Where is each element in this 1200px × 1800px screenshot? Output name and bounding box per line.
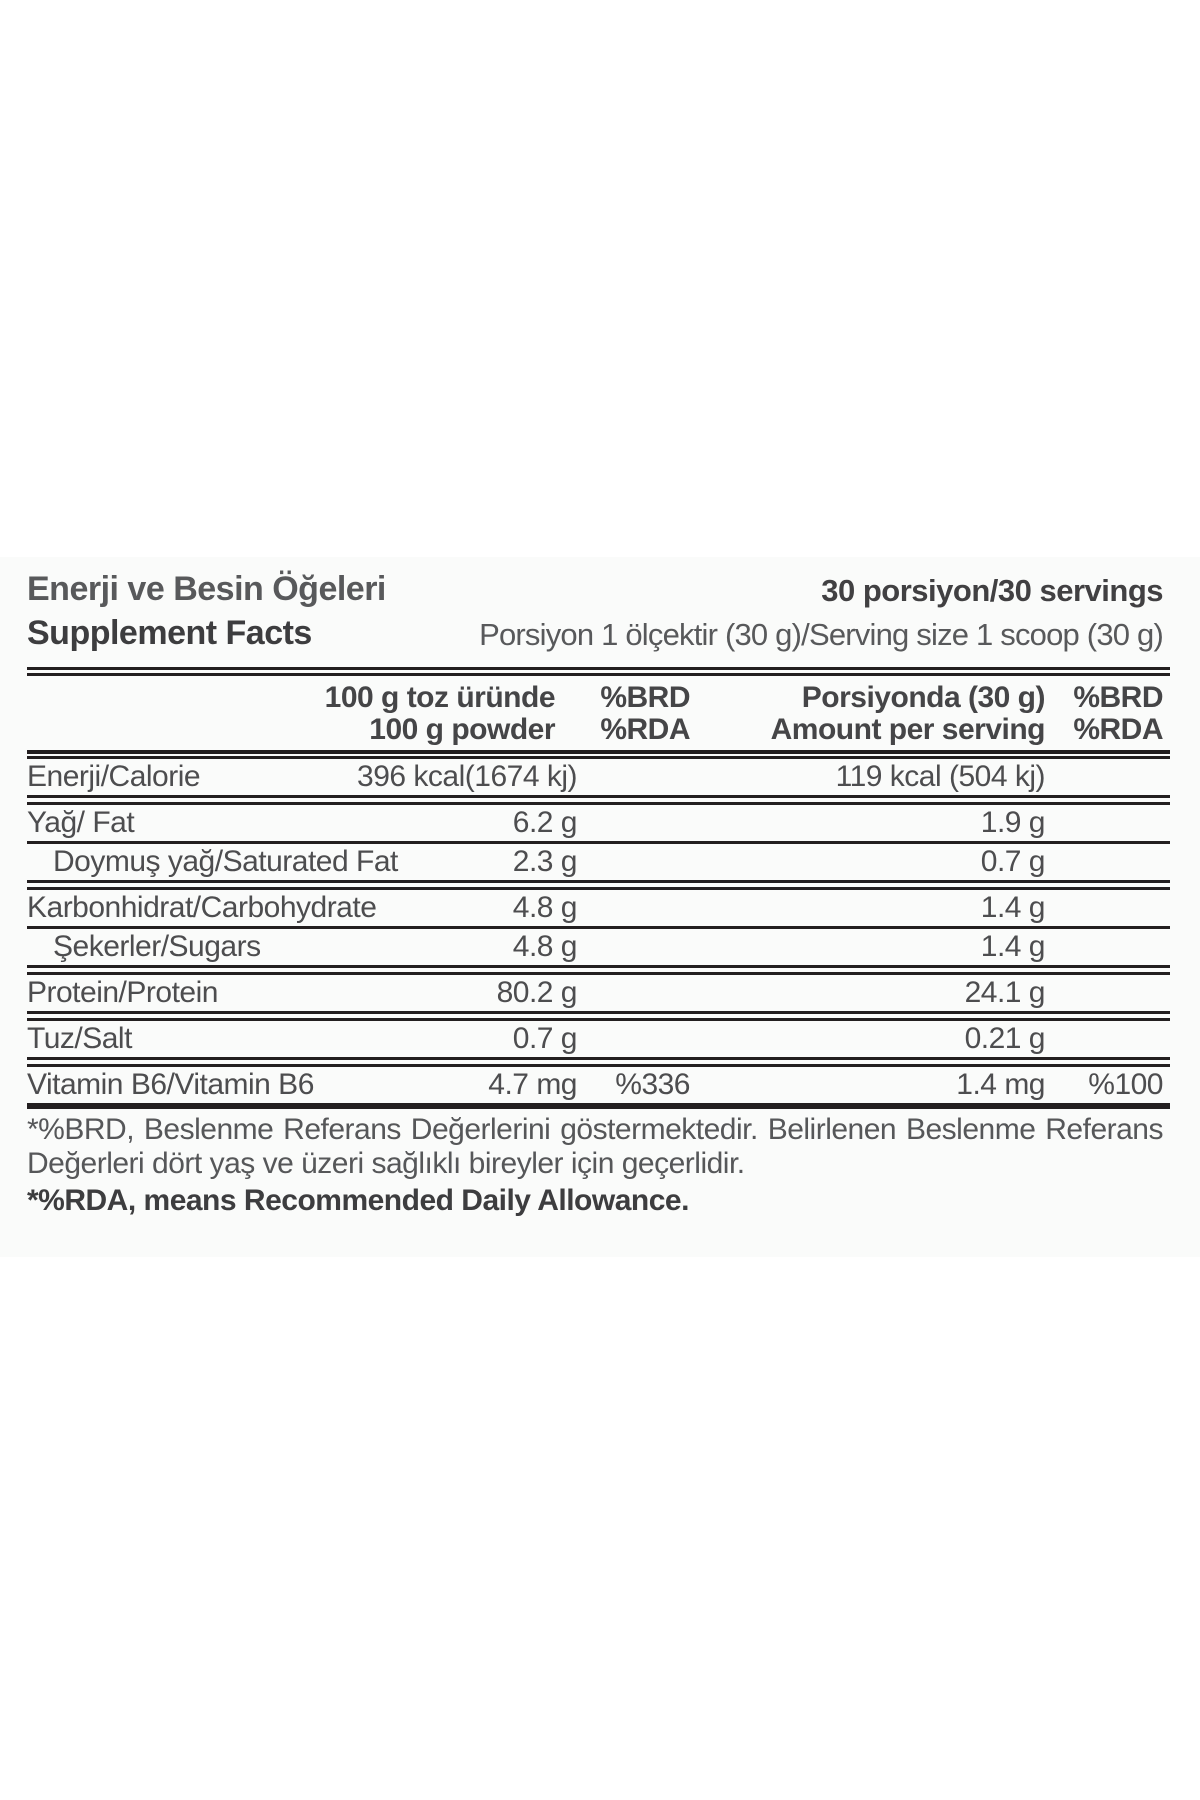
- nutrient-name: Tuz/Salt: [27, 1022, 132, 1055]
- nutrient-name: Şekerler/Sugars: [53, 930, 261, 963]
- col-perserving-tr: Porsiyonda (30 g): [801, 681, 1045, 714]
- perserving-value: 1.9 g: [980, 806, 1045, 839]
- perserving-value: 1.4 mg: [956, 1068, 1045, 1101]
- perserving-value: 119 kcal (504 kj): [835, 760, 1045, 793]
- perserving-value: 0.21 g: [964, 1022, 1045, 1055]
- footnote-english: *%RDA, means Recommended Daily Allowance.: [27, 1184, 689, 1217]
- perserving-percent: %100: [1088, 1068, 1163, 1101]
- col-perserving-pct-en: %RDA: [1073, 713, 1163, 746]
- row-separator-double: [27, 880, 1170, 890]
- col-perserving-en: Amount per serving: [770, 713, 1045, 746]
- per100-value: 6.2 g: [512, 806, 577, 839]
- nutrient-row-carbohydrate: [27, 890, 1170, 926]
- nutrient-name: Enerji/Calorie: [27, 760, 201, 793]
- column-headers: [27, 676, 1170, 750]
- supplement-facts-content: [27, 563, 1170, 1219]
- nutrient-row-sugars: [27, 929, 1170, 965]
- col-per100-pct-tr: %BRD: [600, 681, 690, 714]
- per100-value: 80.2 g: [496, 976, 577, 1009]
- row-separator-double: [27, 965, 1170, 975]
- nutrient-row-saturated-fat: [27, 844, 1170, 880]
- nutrient-row-protein: [27, 975, 1170, 1011]
- column-headers-rule: [27, 750, 1170, 759]
- per100-value: 4.8 g: [512, 930, 577, 963]
- nutrient-name: Karbonhidrat/Carbohydrate: [27, 891, 377, 924]
- nutrient-name: Yağ/ Fat: [27, 806, 135, 839]
- column-headers-english: [27, 714, 1170, 746]
- per100-value: 2.3 g: [512, 845, 577, 878]
- perserving-value: 24.1 g: [964, 976, 1045, 1009]
- col-per100-pct-en: %RDA: [600, 713, 690, 746]
- nutrient-row-salt: [27, 1021, 1170, 1057]
- row-separator-double: [27, 1011, 1170, 1021]
- col-per100-tr: 100 g toz üründe: [324, 681, 555, 714]
- nutrient-row-energy: [27, 759, 1170, 795]
- per100-value: 4.8 g: [512, 891, 577, 924]
- header-double-rule: [27, 667, 1170, 676]
- nutrient-row-vitamin-b6: [27, 1067, 1170, 1103]
- per100-value: 396 kcal(1674 kj): [357, 760, 577, 793]
- nutrient-name: Protein/Protein: [27, 976, 218, 1009]
- perserving-value: 0.7 g: [980, 845, 1045, 878]
- col-perserving-pct-tr: %BRD: [1073, 681, 1163, 714]
- row-separator-double: [27, 1057, 1170, 1067]
- nutrient-row-fat: [27, 805, 1170, 841]
- column-headers-turkish: [27, 682, 1170, 714]
- subtitle-row: [27, 609, 1170, 653]
- title-turkish: Enerji ve Besin Öğeleri: [27, 570, 386, 608]
- title-row: [27, 563, 1170, 609]
- serving-size: Porsiyon 1 ölçektir (30 g)/Serving size 1 scoop (30 g): [479, 617, 1163, 652]
- perserving-value: 1.4 g: [980, 930, 1045, 963]
- nutrient-name: Doymuş yağ/Saturated Fat: [53, 845, 398, 878]
- nutrient-name: Vitamin B6/Vitamin B6: [27, 1068, 314, 1101]
- per100-value: 4.7 mg: [488, 1068, 577, 1101]
- servings-count: 30 porsiyon/30 servings: [821, 573, 1163, 608]
- per100-value: 0.7 g: [512, 1022, 577, 1055]
- perserving-value: 1.4 g: [980, 891, 1045, 924]
- title-english: Supplement Facts: [27, 614, 312, 652]
- per100-percent: %336: [615, 1068, 690, 1101]
- col-per100-en: 100 g powder: [369, 713, 555, 746]
- row-separator-double: [27, 795, 1170, 805]
- footnote-turkish: *%BRD, Beslenme Referans Değerlerini göstermektedir. Belirlenen Beslenme Referans Değerleri dört yaş ve üzeri sağlıklı bireyler için geçerlidir.: [27, 1113, 1163, 1180]
- bottom-thick-rule: [27, 1103, 1170, 1109]
